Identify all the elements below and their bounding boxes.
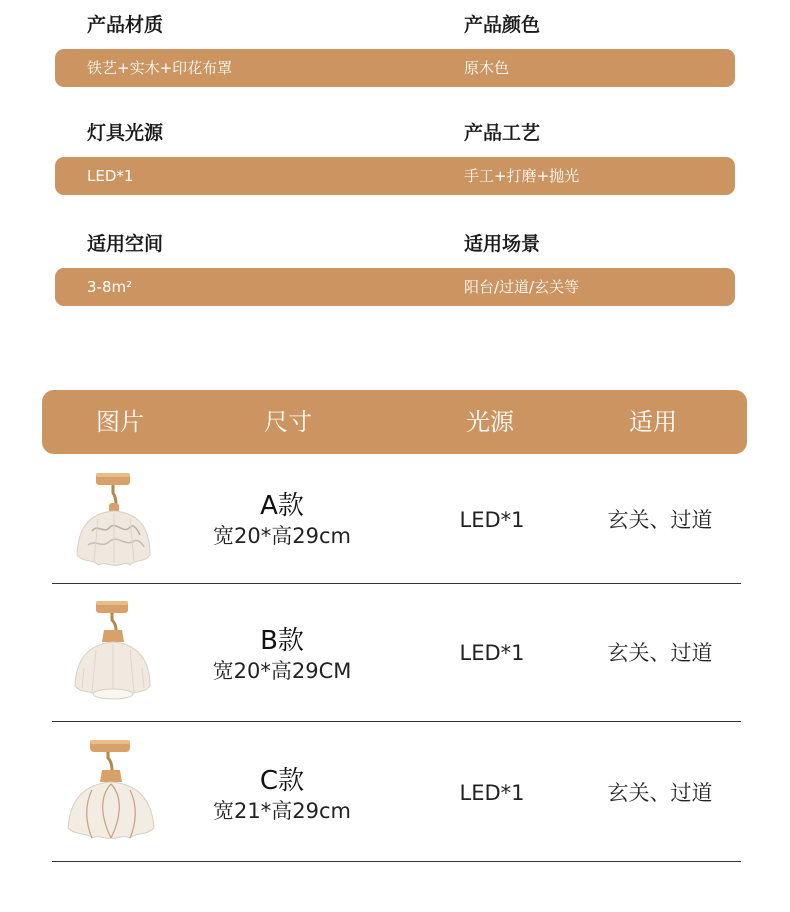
spec-label-material: 产品材质: [87, 14, 164, 36]
model-name: C款: [259, 766, 305, 796]
spec-bar-3: [55, 268, 735, 306]
spec-value-craft: 手工+打磨+抛光: [464, 167, 580, 185]
spec-label-space: 适用空间: [87, 233, 164, 255]
lamp-b-image: [66, 598, 156, 708]
header-usage: 适用: [629, 408, 677, 436]
header-image: 图片: [96, 408, 144, 436]
light-source: LED*1: [459, 781, 525, 805]
row-divider: [52, 583, 741, 584]
table-header: [42, 390, 747, 454]
model-name: B款: [260, 626, 304, 656]
header-light: 光源: [466, 408, 514, 436]
model-size: 宽20*高29CM: [212, 659, 352, 683]
spec-label-scene: 适用场景: [464, 233, 541, 255]
spec-bar-1: [55, 49, 735, 87]
spec-bar-2: [55, 157, 735, 195]
usage: 玄关、过道: [607, 641, 713, 665]
spec-value-space: 3-8m²: [87, 278, 133, 296]
lamp-c-image: [62, 736, 158, 848]
lamp-a-image: [68, 469, 158, 579]
usage: 玄关、过道: [607, 781, 713, 805]
spec-value-light-source: LED*1: [87, 167, 134, 185]
spec-label-light-source: 灯具光源: [87, 122, 164, 144]
spec-label-craft: 产品工艺: [464, 122, 541, 144]
model-name: A款: [260, 491, 304, 521]
header-size: 尺寸: [264, 408, 312, 436]
row-divider: [52, 721, 741, 722]
table-row: [0, 455, 790, 585]
table-row: [0, 730, 790, 865]
light-source: LED*1: [459, 641, 525, 665]
spec-value-scene: 阳台/过道/玄关等: [464, 278, 580, 296]
model-size: 宽21*高29cm: [213, 799, 351, 823]
spec-value-material: 铁艺+实木+印花布罩: [87, 59, 233, 77]
usage: 玄关、过道: [607, 508, 713, 532]
model-size: 宽20*高29cm: [213, 524, 351, 548]
spec-section: [0, 0, 790, 320]
spec-label-color: 产品颜色: [464, 14, 541, 36]
table-row: [0, 590, 790, 725]
row-divider: [52, 861, 741, 862]
light-source: LED*1: [459, 508, 525, 532]
spec-value-color: 原木色: [464, 59, 510, 77]
